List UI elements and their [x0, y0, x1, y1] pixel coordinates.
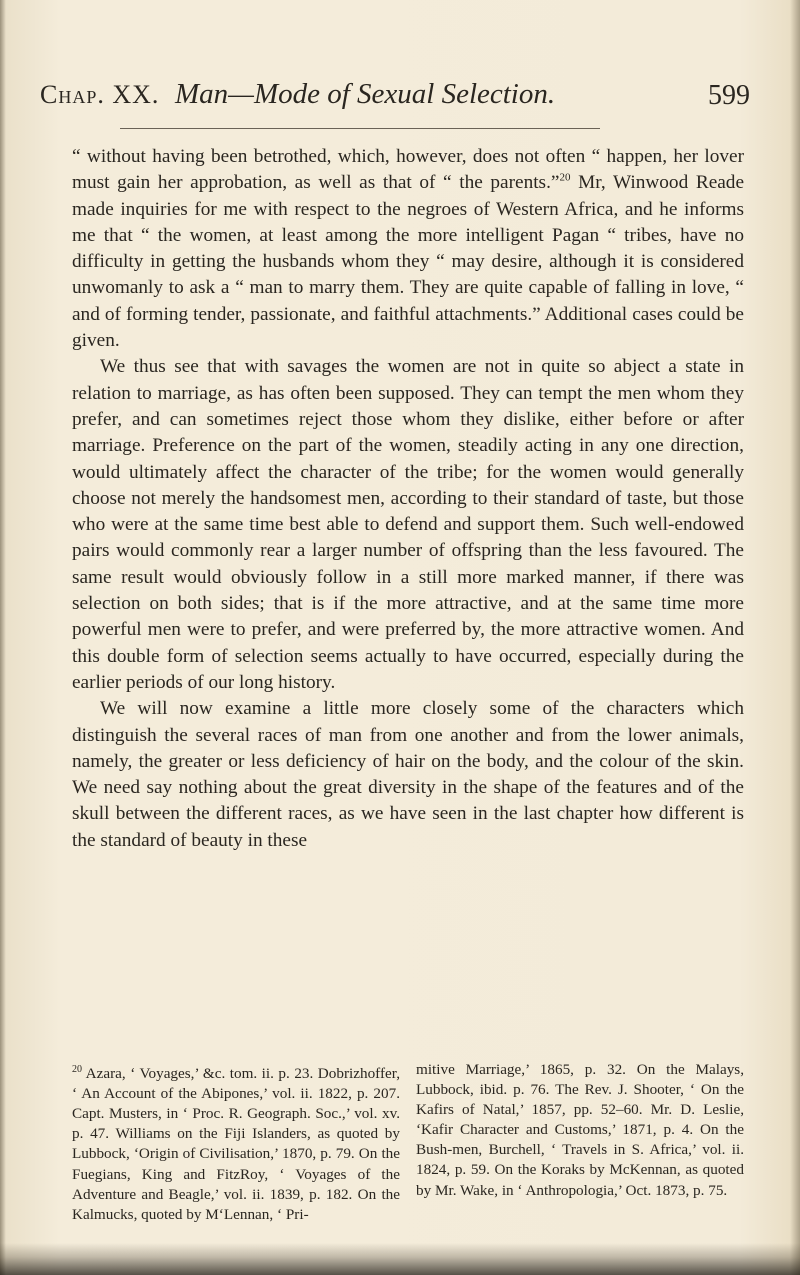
paragraph-1-start: “ without having been betrothed, which, however, does not often “ happen, her lover must gain her approbation, as well as that of “ the parents.” [72, 146, 744, 194]
footnote-text-right: mitive Marriage,’ 1865, p. 32. On the Malays, Lubbock, ibid. p. 76. The Rev. J. Shooter, ‘ On the Kafirs of Natal,’ 1857, pp. 52–60. Mr. D. Leslie, ‘Kafir Character and Customs,’ 1871, p. 4. On the Bush-men, Burchell, ‘ Travels in S. Africa,’ vol. ii. 1824, p. 59. On the Koraks by McKennan, as quoted by Mr. Wake, in ‘ Anthropologia,’ Oct. 1873, p. 75. [416, 1061, 744, 1199]
running-header [40, 80, 760, 124]
page-number: 599 [708, 80, 750, 111]
main-text [72, 144, 744, 854]
page-left-shadow [0, 0, 6, 1275]
paragraph-1-rest: Mr, Winwood Reade made inquiries for me with respect to the negroes of Western Africa, and he informs me that “ the women, at least among the more intelligent Pagan “ tribes, have no difficulty in getting the husbands whom they “ may desire, although it is considered unwomanly to ask a “ man to marry them. They are quite capable of falling in love, “ and of forming tender, passionate, and faithful attachments.” Additional cases could be given. [72, 172, 745, 352]
footnote-column-right [416, 1060, 744, 1225]
page-bottom-shadow [0, 1243, 800, 1275]
running-title: Man—Mode of Sexual Selection. [175, 78, 556, 110]
footnote-number: 20 [72, 1064, 82, 1075]
footnote-reference: 20 [559, 171, 571, 184]
footnote-column-left [72, 1060, 400, 1225]
chapter-label: Chap. XX. [40, 80, 160, 109]
page-right-edge [790, 0, 800, 1275]
footnotes [72, 1060, 744, 1225]
paragraph-3: We will now examine a little more closely some of the characters which distinguish the several races of man from one another and from the lower animals, namely, the greater or less deficiency of hair on the body, and the colour of the skin. We need say nothing about the great diversity in the shape of the features and of the skull between the different races, as we have seen in the last chapter how different is the standard of beauty in these [72, 698, 744, 851]
paragraph-2: We thus see that with savages the women are not in quite so abject a state in relation to marriage, as has often been supposed. They can tempt the men whom they prefer, and can sometimes reject those whom they dislike, either before or after marriage. Preference on the part of the women, steadily acting in any one direction, would ultimately affect the character of the tribe; for the women would generally choose not merely the handsomest men, according to their standard of taste, but those who were at the same time best able to defend and support them. Such well-endowed pairs would commonly rear a larger number of offspring than the less favoured. The same result would obviously follow in a still more marked manner, if there was selection on both sides; that is if the more attractive, and at the same time more powerful men were to prefer, and were preferred by, the more attractive women. And this double form of selection seems actually to have occurred, especially during the earlier periods of our long history. [72, 356, 744, 693]
footnote-20 [72, 1060, 400, 1225]
header-rule [120, 128, 600, 129]
footnote-text-left: Azara, ‘ Voyages,’ &c. tom. ii. p. 23. Dobrizhoffer, ‘ An Account of the Abipones,’ vol. ii. 1822, p. 207. Capt. Musters, in ‘ Proc. R. Geograph. Soc.,’ vol. xv. p. 47. Williams on the Fiji Islanders, as quoted by Lubbock, ‘Origin of Civilisation,’ 1870, p. 79. On the Fuegians, King and FitzRoy, ‘ Voyages of the Adventure and Beagle,’ vol. ii. 1839, p. 182. On the Kalmucks, quoted by M‘Lennan, ‘ Pri- [72, 1065, 400, 1223]
paragraph-1 [72, 144, 744, 354]
